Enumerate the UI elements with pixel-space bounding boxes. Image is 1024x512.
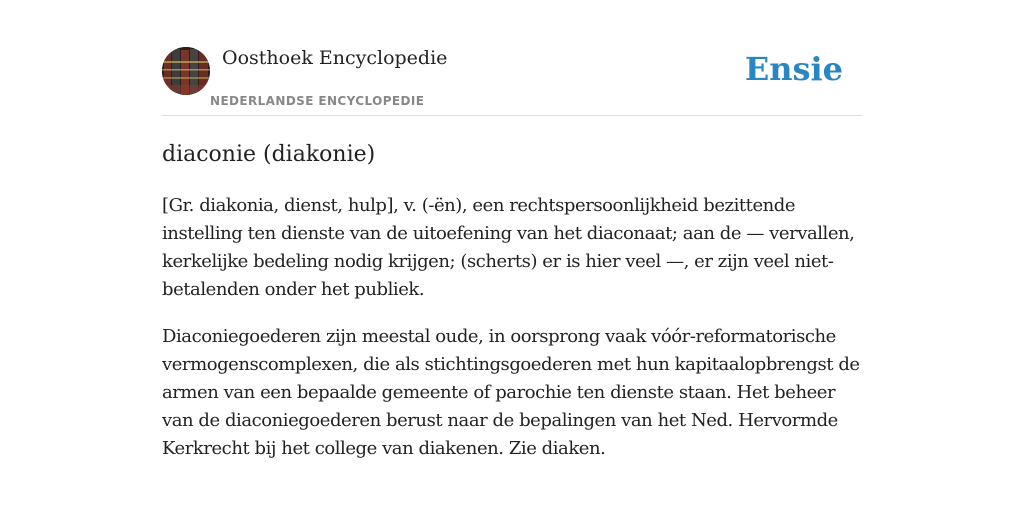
entry-paragraph-2: Diaconiegoederen zijn meestal oude, in oorsprong vaak vóór-reformatorische vermogenscomplexen, die als stichtingsgoederen met hun kapitaalopbrengst de armen van een bepaalde gemeente of parochie ten dienste staan. Het beheer van de diaconiegoederen berust naar de bepalingen van het Ned. Hervormde Kerkrecht bij het college van diakenen. Zie diaken.: [162, 326, 860, 459]
entry-paragraph-1: [Gr. diakonia, dienst, hulp], v. (-ën), een rechtspersoonlijkheid bezittende instelling ten dienste van de uitoefening van het diaconaat; aan de — vervallen, kerkelijke bedeling nodig krijgen; (scherts) er is hier veel —, er zijn veel niet-betalenden onder het publiek.: [162, 195, 855, 300]
brand-logo-link[interactable]: Ensie: [744, 50, 843, 88]
page-container: [162, 0, 862, 459]
book-spines-icon[interactable]: [162, 47, 210, 95]
site-subtitle: NEDERLANDSE ENCYCLOPEDIE: [210, 94, 425, 108]
site-header: [162, 0, 862, 116]
entry-title: diaconie (diakonie): [162, 142, 376, 167]
site-title[interactable]: Oosthoek Encyclopedie: [222, 47, 448, 69]
